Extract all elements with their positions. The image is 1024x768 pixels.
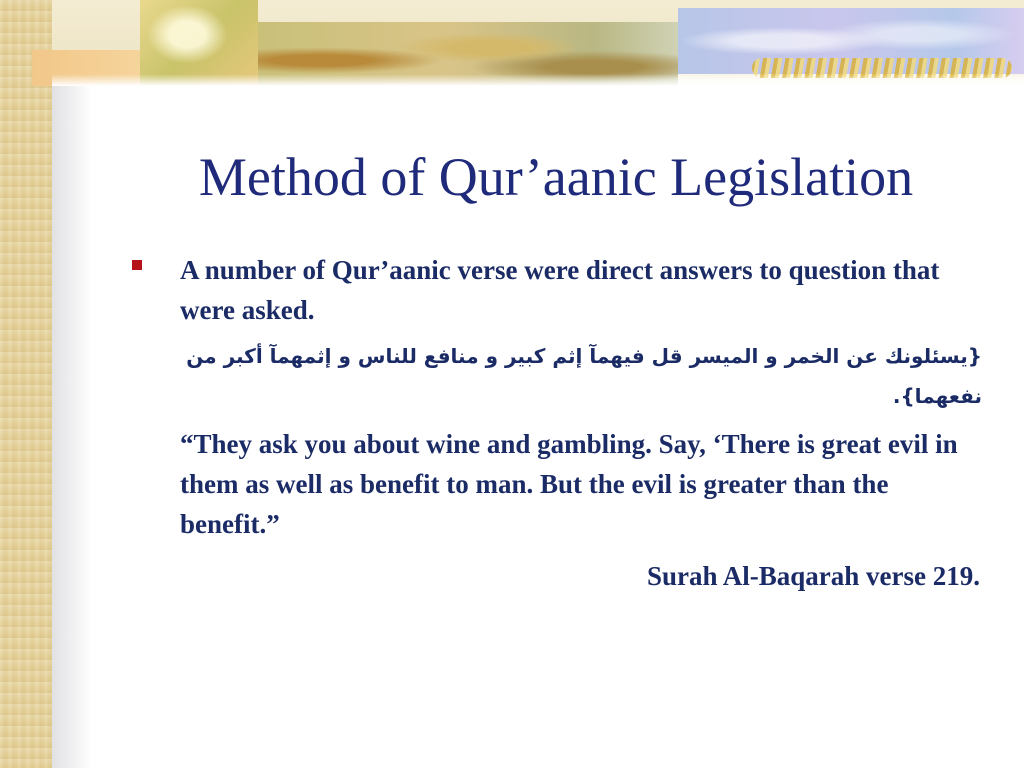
square-bullet-icon <box>132 260 142 270</box>
verse-translation: “They ask you about wine and gambling. Say, ‘There is great evil in them as well as benefit to man. But the evil is greater than the benefit.” <box>180 429 958 539</box>
bullet-text: A number of Qur’aanic verse were direct answers to question that were asked. <box>180 255 940 325</box>
top-decorative-banner <box>52 0 1024 86</box>
banner-fade <box>52 74 1024 86</box>
verse-reference: Surah Al-Baqarah verse 219. <box>646 561 980 591</box>
left-decorative-strip <box>0 0 52 768</box>
arabic-verse: {يسئلونك عن الخمر و الميسر قل فيهمآ إثم كبير و منافع للناس و إثمهمآ أكبر من نفعهما}. <box>186 344 982 408</box>
slide-title: Method of Qur’aanic Legislation <box>198 147 914 207</box>
